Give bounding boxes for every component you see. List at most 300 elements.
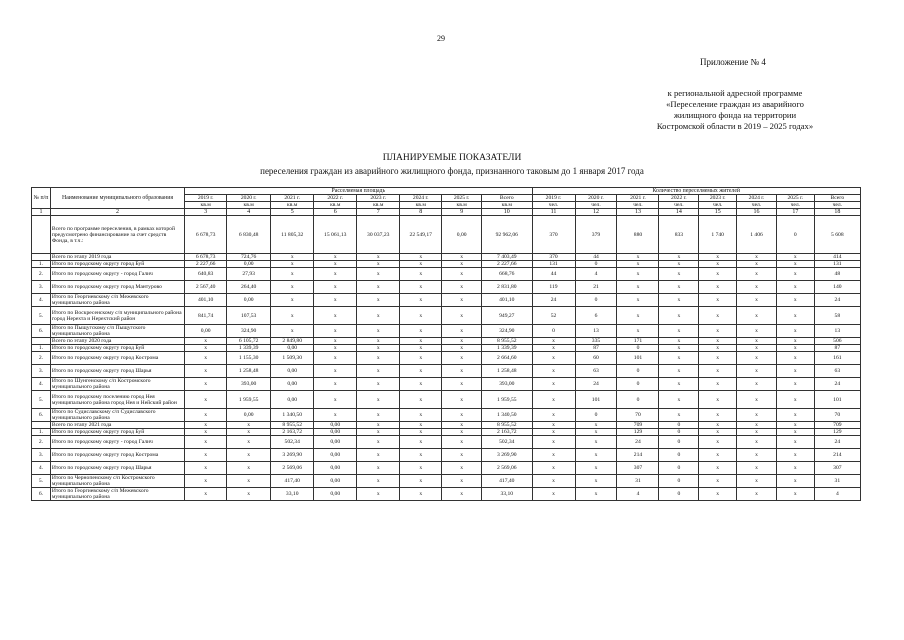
row-value: х: [737, 409, 777, 422]
table-row: [32, 268, 861, 281]
row-value: 417,40: [271, 475, 314, 488]
row-value: 8 955,52: [271, 422, 314, 429]
row-value: х: [314, 352, 357, 365]
row-number: 4.: [32, 378, 51, 391]
row-value: х: [442, 254, 482, 261]
row-value: 417,40: [482, 475, 532, 488]
row-value: х: [699, 338, 737, 345]
row-value: 335: [575, 338, 617, 345]
row-value: х: [776, 345, 814, 352]
area-unit-header: кв.м: [314, 202, 357, 209]
row-value: 379: [575, 216, 617, 254]
row-value: 0,00: [442, 216, 482, 254]
row-value: х: [357, 294, 400, 307]
row-value: 0,00: [314, 422, 357, 429]
row-value: х: [442, 409, 482, 422]
row-value: 0,00: [227, 294, 271, 307]
row-value: х: [400, 422, 442, 429]
row-value: х: [357, 307, 400, 325]
people-unit-header: чел.: [814, 202, 860, 209]
row-value: х: [357, 422, 400, 429]
row-value: х: [185, 475, 227, 488]
row-value: 2 831,80: [482, 281, 532, 294]
area-unit-header: кв.м: [482, 202, 532, 209]
row-value: 0: [532, 325, 575, 338]
row-value: х: [699, 488, 737, 501]
table-row: [32, 254, 861, 261]
row-value: 8 955,52: [482, 422, 532, 429]
row-value: х: [357, 429, 400, 436]
row-value: 640,83: [185, 268, 227, 281]
row-value: 393,00: [482, 378, 532, 391]
column-number: 12: [575, 209, 617, 216]
row-value: 70: [617, 409, 659, 422]
row-value: х: [357, 345, 400, 352]
row-number: 3.: [32, 365, 51, 378]
row-value: 8 955,52: [482, 338, 532, 345]
row-value: х: [776, 488, 814, 501]
row-value: 44: [575, 254, 617, 261]
row-value: 4: [814, 488, 860, 501]
row-value: х: [699, 475, 737, 488]
row-value: х: [442, 391, 482, 409]
row-value: 52: [532, 307, 575, 325]
row-value: х: [699, 449, 737, 462]
row-value: 0,00: [185, 325, 227, 338]
column-number: 10: [482, 209, 532, 216]
table-row: [32, 365, 861, 378]
table-row: [32, 325, 861, 338]
row-value: х: [442, 261, 482, 268]
row-value: х: [400, 281, 442, 294]
row-value: х: [400, 449, 442, 462]
row-name: Итого по Георгиевскому с/п Межевского муниципального района: [50, 488, 184, 501]
row-value: 1 340,50: [482, 409, 532, 422]
people-year-header: Всего: [814, 195, 860, 202]
row-value: х: [314, 268, 357, 281]
row-value: 709: [617, 422, 659, 429]
row-value: 841,74: [185, 307, 227, 325]
row-number: 2.: [32, 436, 51, 449]
row-value: 0: [575, 409, 617, 422]
row-value: 6 678,73: [185, 254, 227, 261]
row-value: 6 678,73: [185, 216, 227, 254]
row-value: х: [737, 261, 777, 268]
table-row: [32, 338, 861, 345]
row-value: х: [357, 409, 400, 422]
row-value: 2 569,06: [482, 462, 532, 475]
row-value: х: [659, 268, 699, 281]
row-value: х: [400, 462, 442, 475]
row-value: х: [185, 462, 227, 475]
row-value: х: [737, 254, 777, 261]
row-value: 307: [814, 462, 860, 475]
area-year-header: 2019 г.: [185, 195, 227, 202]
row-value: х: [532, 365, 575, 378]
row-value: 87: [575, 345, 617, 352]
row-value: х: [357, 261, 400, 268]
document-title: ПЛАНИРУЕМЫЕ ПОКАЗАТЕЛИ: [382, 153, 522, 163]
row-value: х: [227, 436, 271, 449]
row-value: х: [699, 345, 737, 352]
row-value: 0: [575, 294, 617, 307]
row-value: х: [737, 449, 777, 462]
row-number: 6.: [32, 488, 51, 501]
row-value: 31: [814, 475, 860, 488]
col-no-header: № п/п: [32, 188, 51, 209]
row-value: 0,00: [227, 409, 271, 422]
table-row: [32, 216, 861, 254]
row-value: 0: [776, 216, 814, 254]
row-value: х: [776, 307, 814, 325]
row-value: х: [617, 281, 659, 294]
row-value: х: [442, 345, 482, 352]
row-value: х: [776, 391, 814, 409]
row-value: х: [776, 462, 814, 475]
row-value: 24: [814, 378, 860, 391]
row-value: х: [314, 281, 357, 294]
row-value: х: [699, 365, 737, 378]
row-value: х: [271, 254, 314, 261]
row-value: х: [442, 294, 482, 307]
row-value: х: [776, 409, 814, 422]
row-value: 2 849,80: [271, 338, 314, 345]
row-value: х: [699, 281, 737, 294]
row-value: 5 608: [814, 216, 860, 254]
row-number: 4.: [32, 294, 51, 307]
row-value: 324,90: [482, 325, 532, 338]
row-value: 70: [814, 409, 860, 422]
row-value: х: [776, 281, 814, 294]
row-value: х: [617, 261, 659, 268]
row-name: Всего по программе переселения, в рамках которой предусмотрено финансирование за счет средств Фонда, в т.ч.:: [50, 216, 184, 254]
row-value: 401,10: [185, 294, 227, 307]
table-row: [32, 345, 861, 352]
people-unit-header: чел.: [737, 202, 777, 209]
row-value: х: [400, 378, 442, 391]
row-value: х: [271, 307, 314, 325]
row-value: х: [699, 429, 737, 436]
row-value: х: [532, 338, 575, 345]
row-value: 22 549,17: [400, 216, 442, 254]
row-value: х: [357, 462, 400, 475]
row-value: х: [185, 436, 227, 449]
area-year-header: 2024 г.: [400, 195, 442, 202]
table-row: [32, 281, 861, 294]
row-value: х: [659, 365, 699, 378]
row-value: х: [357, 449, 400, 462]
row-name: Итого по городскому округу город Буй: [50, 345, 184, 352]
row-value: х: [575, 462, 617, 475]
row-value: 0: [617, 391, 659, 409]
row-value: 1 258,48: [227, 365, 271, 378]
people-year-header: 2025 г.: [776, 195, 814, 202]
table-row: [32, 449, 861, 462]
row-value: х: [699, 436, 737, 449]
row-value: х: [314, 345, 357, 352]
row-value: 24: [814, 294, 860, 307]
column-number: 13: [617, 209, 659, 216]
column-number: 14: [659, 209, 699, 216]
program-line: жилищного фонда на территории: [673, 110, 797, 120]
area-year-header: 2023 г.: [357, 195, 400, 202]
row-value: 1 509,30: [271, 352, 314, 365]
area-unit-header: кв.м: [185, 202, 227, 209]
row-value: х: [532, 436, 575, 449]
row-value: х: [659, 261, 699, 268]
row-value: х: [699, 268, 737, 281]
row-value: 1 959,55: [227, 391, 271, 409]
row-value: х: [442, 281, 482, 294]
row-value: 2 163,72: [482, 429, 532, 436]
row-value: х: [357, 475, 400, 488]
column-number: 4: [227, 209, 271, 216]
row-name: Итого по городскому округу город Шарья: [50, 462, 184, 475]
row-value: 0: [659, 475, 699, 488]
row-value: х: [400, 294, 442, 307]
row-value: 131: [814, 261, 860, 268]
row-value: 131: [532, 261, 575, 268]
table-row: [32, 307, 861, 325]
row-value: 0: [659, 429, 699, 436]
row-value: х: [314, 378, 357, 391]
row-value: 324,90: [227, 325, 271, 338]
row-value: 1 740: [699, 216, 737, 254]
row-value: 101: [814, 391, 860, 409]
column-number: 7: [357, 209, 400, 216]
row-number: 2.: [32, 268, 51, 281]
row-number: 5.: [32, 391, 51, 409]
row-value: х: [699, 378, 737, 391]
row-value: х: [699, 352, 737, 365]
row-value: х: [185, 352, 227, 365]
row-value: х: [737, 294, 777, 307]
program-reference: [620, 88, 850, 132]
row-value: х: [617, 268, 659, 281]
row-value: 1 155,30: [227, 352, 271, 365]
row-value: 668,76: [482, 268, 532, 281]
row-value: 1 339,39: [482, 345, 532, 352]
area-unit-header: кв.м: [357, 202, 400, 209]
row-number: 6.: [32, 325, 51, 338]
row-value: х: [737, 352, 777, 365]
row-value: 393,00: [227, 378, 271, 391]
row-value: х: [227, 422, 271, 429]
row-value: х: [357, 378, 400, 391]
row-value: х: [575, 488, 617, 501]
row-value: х: [400, 325, 442, 338]
row-value: 107,53: [227, 307, 271, 325]
row-value: 0,00: [314, 429, 357, 436]
row-value: 724,76: [227, 254, 271, 261]
row-value: 101: [617, 352, 659, 365]
people-year-header: 2024 г.: [737, 195, 777, 202]
table-row: [32, 391, 861, 409]
row-value: 1 406: [737, 216, 777, 254]
row-value: х: [185, 488, 227, 501]
row-value: х: [314, 261, 357, 268]
row-value: х: [776, 475, 814, 488]
row-value: х: [314, 365, 357, 378]
row-value: 140: [814, 281, 860, 294]
row-number: 5.: [32, 307, 51, 325]
column-number: 3: [185, 209, 227, 216]
table-row: [32, 352, 861, 365]
row-value: 0,00: [271, 391, 314, 409]
row-value: 33,10: [482, 488, 532, 501]
row-value: х: [776, 429, 814, 436]
row-value: 24: [575, 378, 617, 391]
row-value: 949,27: [482, 307, 532, 325]
table-row: [32, 475, 861, 488]
table-row: [32, 436, 861, 449]
row-value: х: [737, 345, 777, 352]
row-value: 506: [814, 338, 860, 345]
row-value: х: [699, 261, 737, 268]
row-value: 0: [617, 365, 659, 378]
program-line: Костромской области в 2019 – 2025 годах»: [656, 121, 814, 131]
row-value: 7 403,49: [482, 254, 532, 261]
row-value: х: [314, 338, 357, 345]
row-value: 3 269,90: [482, 449, 532, 462]
row-value: х: [185, 449, 227, 462]
row-value: х: [400, 436, 442, 449]
area-unit-header: кв.м: [400, 202, 442, 209]
row-value: х: [227, 449, 271, 462]
row-value: х: [737, 462, 777, 475]
indicators-table: [31, 187, 861, 501]
row-name: Всего по этапу 2021 года: [50, 422, 184, 429]
row-name: Всего по этапу 2019 года: [50, 254, 184, 261]
row-value: х: [737, 422, 777, 429]
row-value: х: [442, 429, 482, 436]
row-value: 0,00: [227, 261, 271, 268]
people-unit-header: чел.: [699, 202, 737, 209]
column-number: 6: [314, 209, 357, 216]
row-value: х: [737, 307, 777, 325]
row-value: х: [357, 338, 400, 345]
row-value: х: [442, 462, 482, 475]
row-value: 307: [617, 462, 659, 475]
row-value: 2 227,66: [482, 261, 532, 268]
row-value: 0,00: [314, 488, 357, 501]
row-value: х: [699, 294, 737, 307]
row-value: 2 227,66: [185, 261, 227, 268]
row-value: х: [357, 254, 400, 261]
row-value: х: [699, 325, 737, 338]
row-value: х: [271, 281, 314, 294]
column-number: 8: [400, 209, 442, 216]
row-name: Итого по Воскресенскому с/п муниципального района город Нерехта и Нерехтский район: [50, 307, 184, 325]
row-value: 33,10: [271, 488, 314, 501]
row-value: х: [442, 436, 482, 449]
people-year-header: 2019 г.: [532, 195, 575, 202]
row-value: 30 037,23: [357, 216, 400, 254]
row-value: х: [659, 345, 699, 352]
row-value: х: [400, 254, 442, 261]
people-year-header: 2021 г.: [617, 195, 659, 202]
row-value: х: [357, 391, 400, 409]
row-value: х: [532, 345, 575, 352]
area-unit-header: кв.м: [227, 202, 271, 209]
program-line: к региональной адресной программе: [667, 88, 803, 98]
document-subtitle: переселения граждан из аварийного жилищного фонда, признанного таковым до 1 января 2017 года: [260, 166, 644, 176]
row-value: х: [659, 325, 699, 338]
row-value: 709: [814, 422, 860, 429]
row-value: х: [271, 261, 314, 268]
row-name: Итого по Пыщугскому с/п Пыщугского муниципального района: [50, 325, 184, 338]
area-year-header: Всего: [482, 195, 532, 202]
row-value: х: [271, 294, 314, 307]
row-value: 58: [814, 307, 860, 325]
row-value: х: [442, 365, 482, 378]
row-value: 0: [659, 488, 699, 501]
row-value: х: [357, 325, 400, 338]
area-unit-header: кв.м: [271, 202, 314, 209]
row-value: 0,00: [271, 378, 314, 391]
row-value: х: [400, 365, 442, 378]
column-number: 16: [737, 209, 777, 216]
row-value: х: [776, 436, 814, 449]
row-value: 3 269,90: [271, 449, 314, 462]
column-number: 15: [699, 209, 737, 216]
row-value: х: [659, 378, 699, 391]
row-value: 1 339,39: [227, 345, 271, 352]
row-value: 1 340,50: [271, 409, 314, 422]
row-value: х: [659, 338, 699, 345]
row-value: 0: [659, 422, 699, 429]
row-value: 370: [532, 254, 575, 261]
row-value: х: [575, 475, 617, 488]
row-value: х: [659, 391, 699, 409]
row-value: 1 959,55: [482, 391, 532, 409]
row-value: х: [442, 378, 482, 391]
people-year-header: 2020 г.: [575, 195, 617, 202]
row-value: 92 962,06: [482, 216, 532, 254]
row-value: 401,10: [482, 294, 532, 307]
row-value: х: [699, 462, 737, 475]
row-value: 2 163,72: [271, 429, 314, 436]
row-value: х: [737, 338, 777, 345]
row-value: х: [400, 307, 442, 325]
row-value: х: [532, 488, 575, 501]
people-unit-header: чел.: [575, 202, 617, 209]
row-value: х: [659, 281, 699, 294]
row-value: х: [400, 488, 442, 501]
column-number: 2: [50, 209, 184, 216]
row-value: 129: [814, 429, 860, 436]
row-value: х: [737, 475, 777, 488]
row-value: х: [314, 391, 357, 409]
area-year-header: 2020 г.: [227, 195, 271, 202]
row-value: 171: [617, 338, 659, 345]
row-value: х: [776, 261, 814, 268]
row-value: х: [185, 338, 227, 345]
row-value: х: [185, 391, 227, 409]
row-value: х: [227, 475, 271, 488]
row-number: 1.: [32, 345, 51, 352]
row-value: х: [575, 429, 617, 436]
row-value: 0,00: [314, 436, 357, 449]
row-value: 24: [617, 436, 659, 449]
row-value: х: [776, 352, 814, 365]
row-value: х: [314, 254, 357, 261]
row-number: 4.: [32, 462, 51, 475]
row-value: х: [617, 307, 659, 325]
row-value: х: [185, 365, 227, 378]
column-number: 17: [776, 209, 814, 216]
row-name: Итого по городскому округу город Буй: [50, 429, 184, 436]
